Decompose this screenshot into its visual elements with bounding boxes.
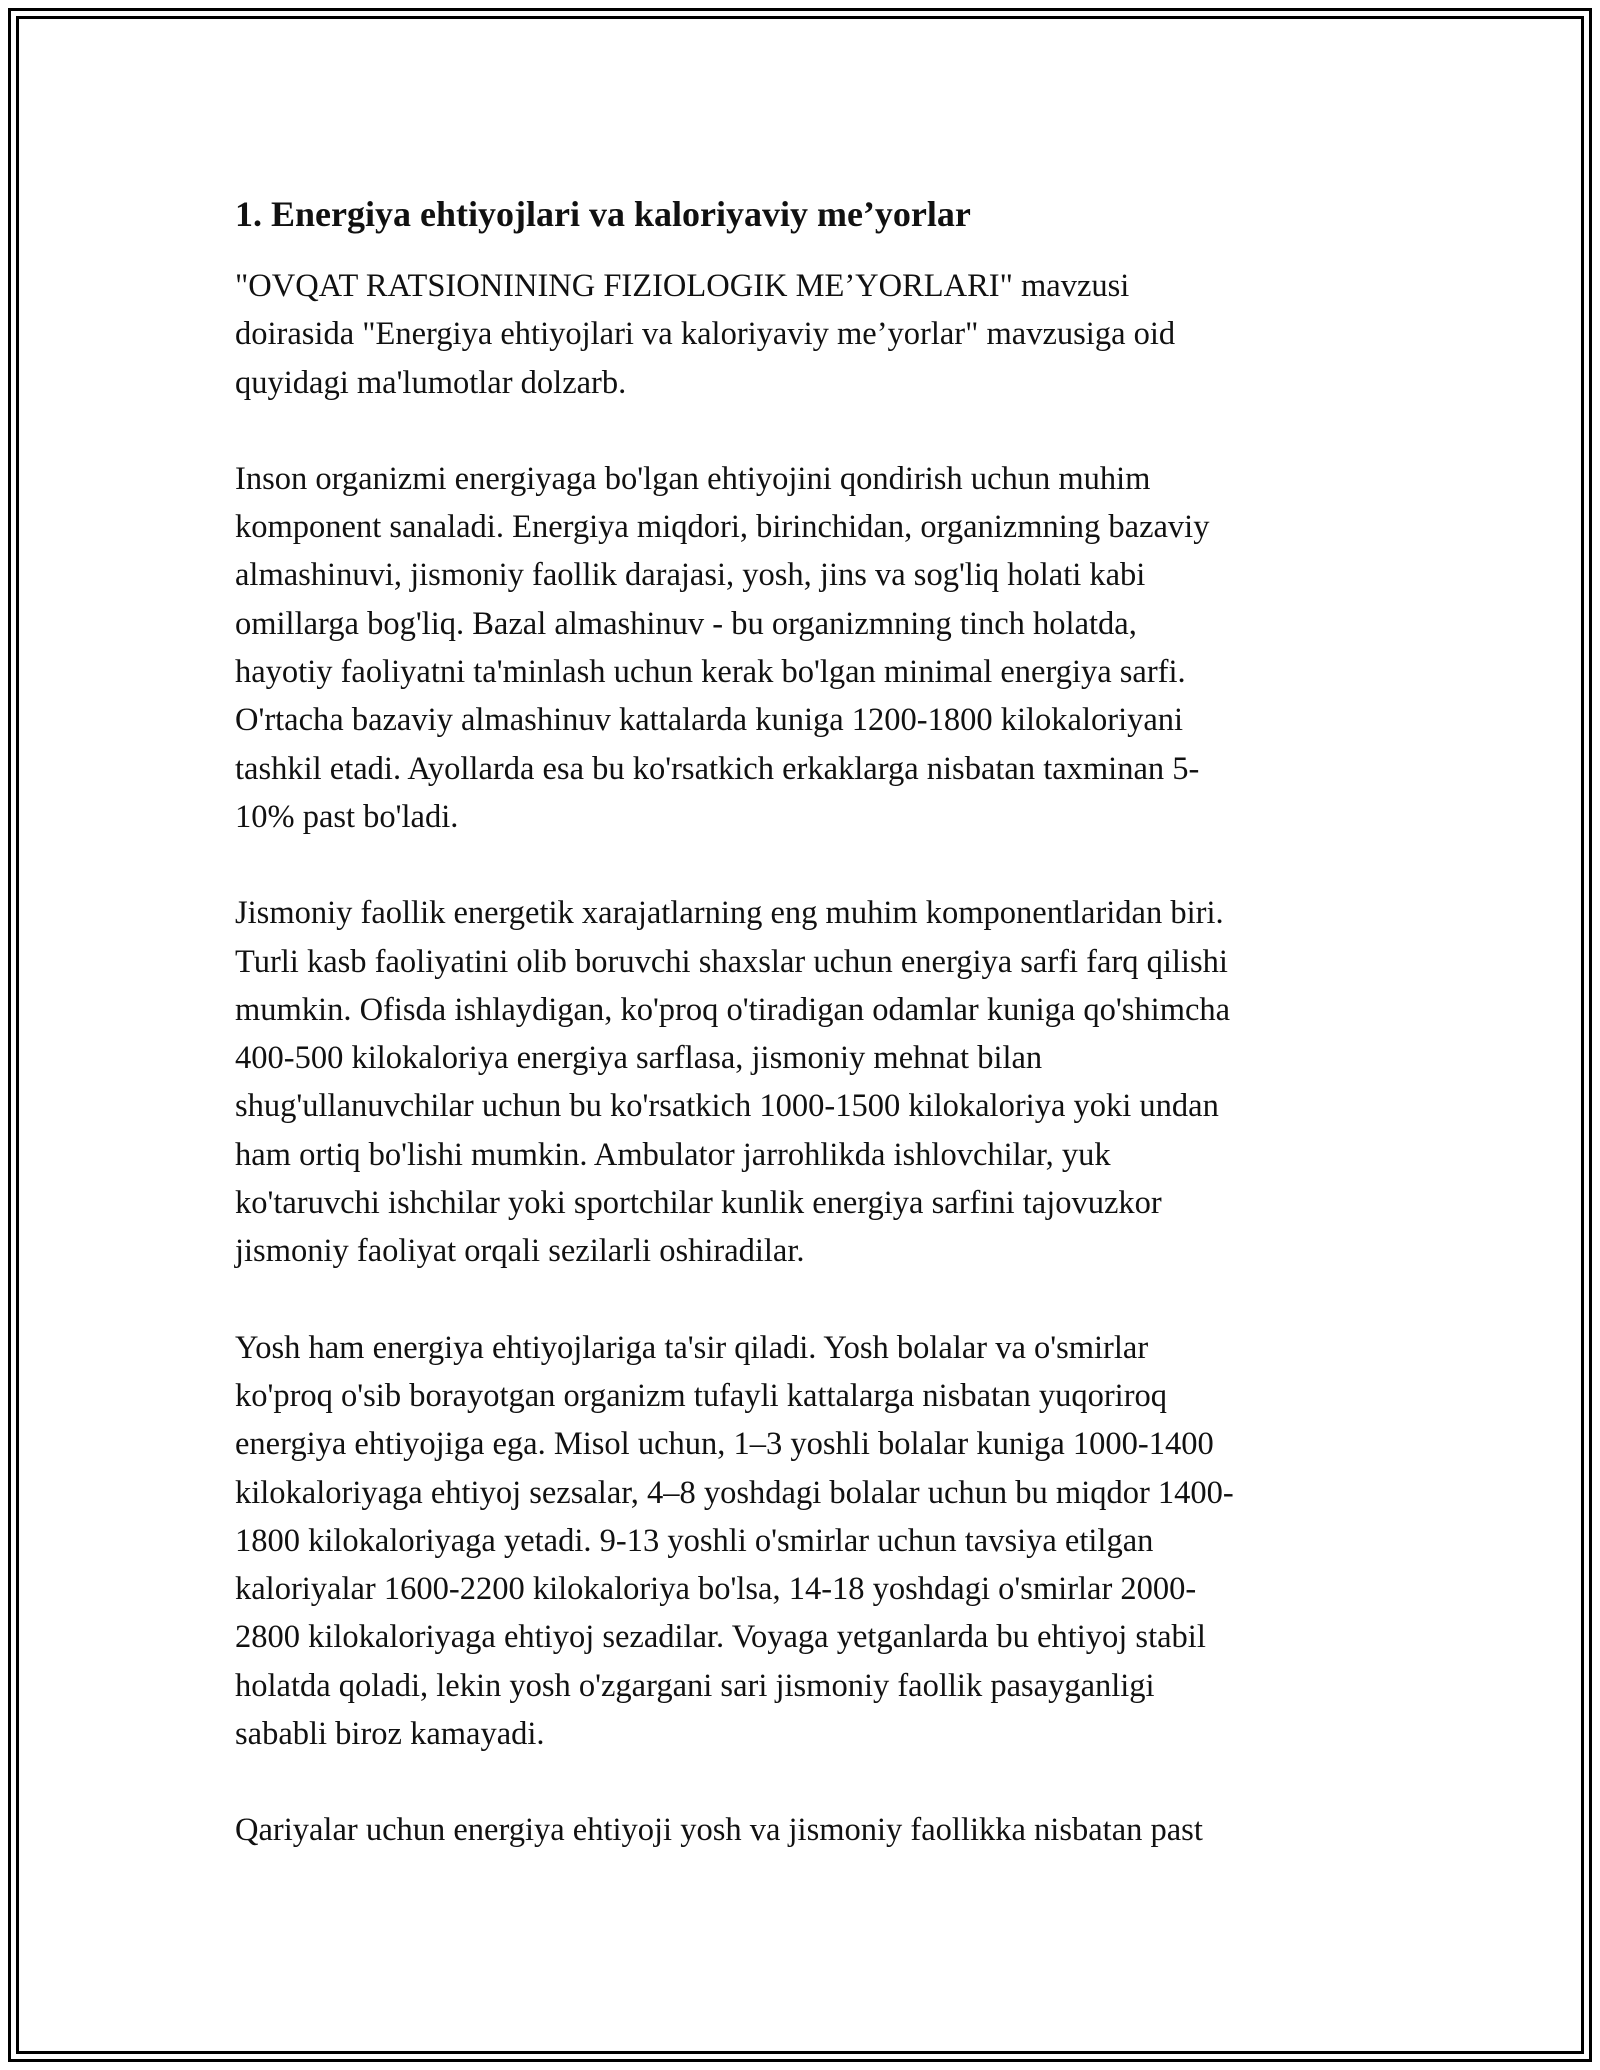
paragraph-line: ko'taruvchi ishchilar yoki sportchilar kunlik energiya sarfini tajovuzkor xyxy=(235,1185,1162,1222)
section-heading: 1. Energiya ehtiyojlari va kaloriyaviy me’yorlar xyxy=(235,194,971,234)
paragraph-line: 2800 kilokaloriyaga ehtiyoj sezadilar. Voyaga yetganlarda bu ehtiyoj stabil xyxy=(235,1619,1206,1656)
paragraph-line: ham ortiq bo'lishi mumkin. Ambulator jarrohlikda ishlovchilar, yuk xyxy=(235,1136,1111,1173)
paragraph-line: sababli biroz kamayadi. xyxy=(235,1716,545,1753)
paragraph-line: holatda qoladi, lekin yosh o'zgargani sari jismoniy faollik pasayganligi xyxy=(235,1667,1155,1704)
paragraph-line: komponent sanaladi. Energiya miqdori, birinchidan, organizmning bazaviy xyxy=(235,509,1210,546)
paragraph xyxy=(235,1806,1375,1854)
paragraphs-container xyxy=(235,262,1375,1855)
paragraph-line: hayotiy faoliyatni ta'minlash uchun kerak bo'lgan minimal energiya sarfi. xyxy=(235,654,1186,691)
paragraph-line: energiya ehtiyojiga ega. Misol uchun, 1–3 yoshli bolalar kuniga 1000-1400 xyxy=(235,1426,1214,1463)
paragraph xyxy=(235,1324,1375,1759)
paragraph-line: doirasida "Energiya ehtiyojlari va kaloriyaviy me’yorlar" mavzusiga oid xyxy=(235,316,1176,353)
paragraph-line: Inson organizmi energiyaga bo'lgan ehtiyojini qondirish uchun muhim xyxy=(235,460,1151,497)
paragraph xyxy=(235,262,1375,407)
paragraph xyxy=(235,889,1375,1275)
paragraph-line: almashinuvi, jismoniy faollik darajasi, yosh, jins va sog'liq holati kabi xyxy=(235,557,1146,594)
document-body xyxy=(235,190,1375,1903)
paragraph-line: 10% past bo'ladi. xyxy=(235,798,459,835)
paragraph-line: ko'proq o'sib borayotgan organizm tufayli kattalarga nisbatan yuqoriroq xyxy=(235,1377,1168,1414)
paragraph-line: quyidagi ma'lumotlar dolzarb. xyxy=(235,364,627,401)
paragraph-line: kilokaloriyaga ehtiyoj sezsalar, 4–8 yoshdagi bolalar uchun bu miqdor 1400- xyxy=(235,1474,1234,1511)
paragraph-line: 1800 kilokaloriyaga yetadi. 9-13 yoshli o'smirlar uchun tavsiya etilgan xyxy=(235,1522,1154,1559)
paragraph-line: shug'ullanuvchilar uchun bu ko'rsatkich 1000-1500 kilokaloriya yoki undan xyxy=(235,1088,1219,1125)
paragraph-line: Jismoniy faollik energetik xarajatlarning eng muhim komponentlaridan biri. xyxy=(235,895,1224,932)
paragraph-line: Yosh ham energiya ehtiyojlariga ta'sir qiladi. Yosh bolalar va o'smirlar xyxy=(235,1329,1149,1366)
paragraph-line: kaloriyalar 1600-2200 kilokaloriya bo'lsa, 14-18 yoshdagi o'smirlar 2000- xyxy=(235,1571,1197,1608)
paragraph-line: Turli kasb faoliyatini olib boruvchi shaxslar uchun energiya sarfi farq qilishi xyxy=(235,943,1228,980)
paragraph-line: O'rtacha bazaviy almashinuv kattalarda kuniga 1200-1800 kilokaloriyani xyxy=(235,702,1184,739)
paragraph-line: jismoniy faoliyat orqali sezilarli oshiradilar. xyxy=(235,1233,805,1270)
paragraph-line: omillarga bog'liq. Bazal almashinuv - bu organizmning tinch holatda, xyxy=(235,605,1137,642)
paragraph-line: Qariyalar uchun energiya ehtiyoji yosh va jismoniy faollikka nisbatan past xyxy=(235,1812,1203,1849)
paragraph-line: 400-500 kilokaloriya energiya sarflasa, jismoniy mehnat bilan xyxy=(235,1040,1043,1077)
paragraph-line: tashkil etadi. Ayollarda esa bu ko'rsatkich erkaklarga nisbatan taxminan 5- xyxy=(235,750,1200,787)
paragraph-line: mumkin. Ofisda ishlaydigan, ko'proq o'tiradigan odamlar kuniga qo'shimcha xyxy=(235,991,1231,1028)
paragraph-line: "OVQAT RATSIONINING FIZIOLOGIK ME’YORLARI" mavzusi xyxy=(235,268,1130,304)
paragraph xyxy=(235,455,1375,841)
